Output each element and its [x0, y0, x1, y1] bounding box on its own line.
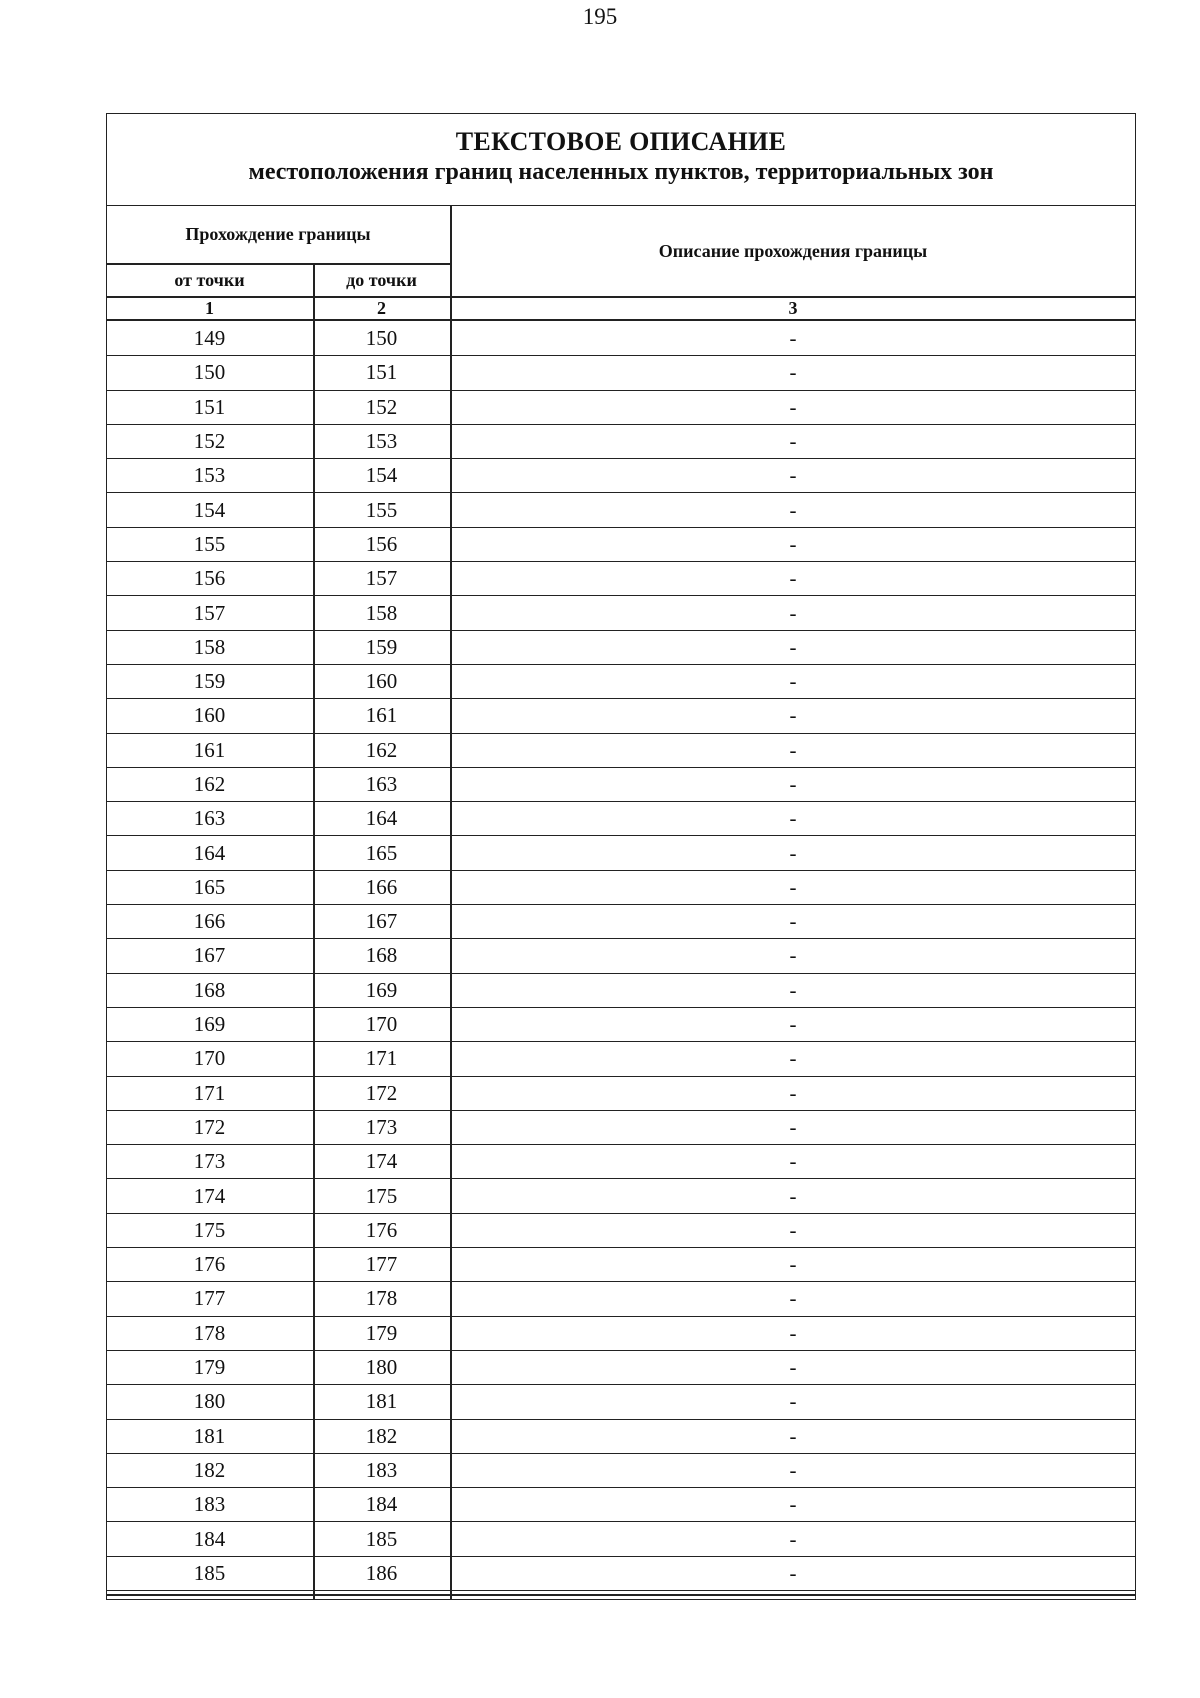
cell-to-point: 155	[365, 497, 398, 522]
cell-description: -	[789, 531, 797, 556]
table-row	[106, 356, 1136, 390]
cell-to-point: 180	[365, 1355, 398, 1380]
cell-description: -	[789, 463, 797, 488]
cell-to-point: 161	[365, 703, 398, 728]
cell-from-point: 163	[193, 806, 226, 831]
cell-from-point: 152	[193, 429, 226, 454]
table-row	[106, 528, 1136, 562]
table-body	[106, 322, 1136, 1591]
cell-from-point: 169	[193, 1012, 226, 1037]
table-row	[106, 1111, 1136, 1145]
col-number-3: 3	[788, 298, 798, 318]
cell-description: -	[789, 1012, 797, 1037]
cell-to-point: 177	[365, 1252, 398, 1277]
cell-to-point: 173	[365, 1114, 398, 1139]
cell-from-point: 156	[193, 566, 226, 591]
cell-from-point: 179	[193, 1355, 226, 1380]
cell-description: -	[789, 497, 797, 522]
cell-from-point: 176	[193, 1252, 226, 1277]
cell-description: -	[789, 1286, 797, 1311]
cell-to-point: 182	[365, 1423, 398, 1448]
table-row	[106, 1385, 1136, 1419]
cell-description: -	[789, 394, 797, 419]
cell-description: -	[789, 1149, 797, 1174]
table-row	[106, 1214, 1136, 1248]
cell-from-point: 180	[193, 1389, 226, 1414]
cell-from-point: 150	[193, 360, 226, 385]
cell-from-point: 162	[193, 772, 226, 796]
table-row	[106, 1522, 1136, 1556]
cell-description: -	[789, 977, 797, 1002]
cell-to-point: 159	[365, 634, 398, 659]
cell-description: -	[789, 772, 797, 796]
table-row	[106, 1042, 1136, 1076]
cell-from-point: 166	[193, 909, 226, 934]
cell-from-point: 154	[193, 497, 226, 522]
table-row	[106, 665, 1136, 699]
table-row	[106, 1248, 1136, 1282]
cell-to-point: 162	[365, 737, 398, 762]
cell-to-point: 184	[365, 1492, 398, 1517]
cell-to-point: 170	[365, 1012, 398, 1037]
cell-to-point: 181	[365, 1389, 398, 1414]
cell-description: -	[789, 943, 797, 968]
cell-from-point: 171	[193, 1080, 226, 1105]
cell-description: -	[789, 326, 797, 351]
cell-from-point: 168	[193, 977, 226, 1002]
cell-from-point: 184	[193, 1526, 226, 1551]
table-row	[106, 1488, 1136, 1522]
cell-description: -	[789, 566, 797, 591]
cell-from-point: 149	[193, 326, 226, 351]
cell-to-point: 152	[365, 394, 398, 419]
cell-to-point: 166	[365, 874, 398, 899]
cell-description: -	[789, 1252, 797, 1277]
table-row	[106, 631, 1136, 665]
cell-description: -	[789, 1423, 797, 1448]
cell-description: -	[789, 1046, 797, 1071]
cell-to-point: 185	[365, 1526, 398, 1551]
cell-to-point: 156	[365, 531, 398, 556]
table-row	[106, 734, 1136, 768]
cell-description: -	[789, 874, 797, 899]
table-row	[106, 1077, 1136, 1111]
cell-to-point: 165	[365, 840, 398, 865]
cell-description: -	[789, 1355, 797, 1380]
cell-from-point: 174	[193, 1183, 226, 1208]
cell-to-point: 172	[365, 1080, 398, 1105]
table-row	[106, 1282, 1136, 1316]
cell-from-point: 167	[193, 943, 226, 968]
table-row	[106, 939, 1136, 973]
cell-to-point: 186	[365, 1560, 398, 1585]
header-group-label: Прохождение границы	[185, 224, 371, 244]
table-row	[106, 974, 1136, 1008]
table-row	[106, 1420, 1136, 1454]
col-number-2: 2	[377, 298, 386, 318]
table-row	[106, 391, 1136, 425]
title-block	[106, 113, 1136, 206]
table-bottom-double-line	[106, 1594, 1136, 1596]
cell-from-point: 181	[193, 1423, 226, 1448]
cell-to-point: 168	[365, 943, 398, 968]
cell-description: -	[789, 737, 797, 762]
cell-to-point: 169	[365, 977, 398, 1002]
table-row	[106, 562, 1136, 596]
table-row	[106, 1317, 1136, 1351]
page-subtitle: местоположения границ населенных пунктов, территориальных зон	[248, 159, 994, 185]
cell-to-point: 178	[365, 1286, 398, 1311]
cell-to-point: 164	[365, 806, 398, 831]
cell-from-point: 165	[193, 874, 226, 899]
cell-from-point: 164	[193, 840, 226, 865]
cell-description: -	[789, 1389, 797, 1414]
cell-description: -	[789, 1560, 797, 1585]
header-description-label: Описание прохождения границы	[658, 240, 928, 261]
cell-description: -	[789, 840, 797, 865]
cell-description: -	[789, 429, 797, 454]
cell-description: -	[789, 1320, 797, 1345]
table-row	[106, 322, 1136, 356]
table-row	[106, 1454, 1136, 1488]
cell-to-point: 171	[365, 1046, 398, 1071]
page-number: 195	[582, 4, 618, 29]
table-row	[106, 425, 1136, 459]
cell-from-point: 172	[193, 1114, 226, 1139]
cell-from-point: 158	[193, 634, 226, 659]
cell-to-point: 163	[365, 772, 398, 796]
cell-to-point: 150	[365, 326, 398, 351]
cell-from-point: 170	[193, 1046, 226, 1071]
cell-description: -	[789, 1457, 797, 1482]
page-title: ТЕКСТОВОЕ ОПИСАНИЕ	[455, 127, 787, 156]
table-row	[106, 459, 1136, 493]
cell-from-point: 183	[193, 1492, 226, 1517]
cell-to-point: 158	[365, 600, 398, 625]
cell-description: -	[789, 669, 797, 694]
table-row	[106, 1351, 1136, 1385]
cell-to-point: 183	[365, 1457, 398, 1482]
cell-description: -	[789, 806, 797, 831]
cell-from-point: 182	[193, 1457, 226, 1482]
table-row	[106, 768, 1136, 802]
cell-to-point: 175	[365, 1183, 398, 1208]
cell-to-point: 176	[365, 1217, 398, 1242]
cell-to-point: 153	[365, 429, 398, 454]
table-row	[106, 1179, 1136, 1213]
cell-from-point: 160	[193, 703, 226, 728]
cell-to-point: 174	[365, 1149, 398, 1174]
cell-to-point: 167	[365, 909, 398, 934]
table-row	[106, 1557, 1136, 1591]
cell-to-point: 154	[365, 463, 398, 488]
cell-from-point: 155	[193, 531, 226, 556]
table-row	[106, 905, 1136, 939]
cell-description: -	[789, 1217, 797, 1242]
cell-description: -	[789, 909, 797, 934]
table-row	[106, 802, 1136, 836]
cell-description: -	[789, 703, 797, 728]
cell-from-point: 177	[193, 1286, 226, 1311]
cell-from-point: 185	[193, 1560, 226, 1585]
cell-description: -	[789, 1080, 797, 1105]
table-row	[106, 699, 1136, 733]
cell-description: -	[789, 1183, 797, 1208]
cell-description: -	[789, 1526, 797, 1551]
cell-from-point: 151	[193, 394, 226, 419]
cell-to-point: 157	[365, 566, 398, 591]
cell-from-point: 173	[193, 1149, 226, 1174]
table-row	[106, 1145, 1136, 1179]
header-from-label: от точки	[174, 270, 245, 290]
cell-from-point: 159	[193, 669, 226, 694]
cell-description: -	[789, 600, 797, 625]
cell-from-point: 153	[193, 463, 226, 488]
table-row	[106, 596, 1136, 630]
col-number-1: 1	[205, 298, 214, 318]
cell-from-point: 157	[193, 600, 226, 625]
table-row	[106, 871, 1136, 905]
cell-description: -	[789, 360, 797, 385]
table-row	[106, 493, 1136, 527]
table-row	[106, 1008, 1136, 1042]
cell-description: -	[789, 634, 797, 659]
cell-from-point: 178	[193, 1320, 226, 1345]
cell-to-point: 179	[365, 1320, 398, 1345]
cell-description: -	[789, 1114, 797, 1139]
header-to-label: до точки	[346, 270, 417, 290]
cell-from-point: 175	[193, 1217, 226, 1242]
cell-to-point: 151	[365, 360, 398, 385]
cell-from-point: 161	[193, 737, 226, 762]
cell-to-point: 160	[365, 669, 398, 694]
cell-description: -	[789, 1492, 797, 1517]
table-row	[106, 836, 1136, 870]
